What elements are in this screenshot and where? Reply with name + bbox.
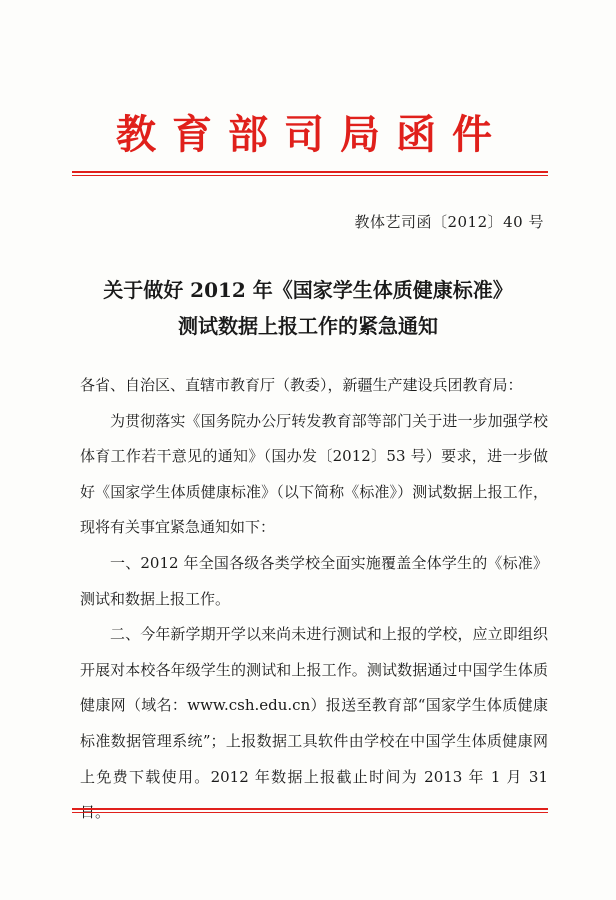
document-title-line-1: 关于做好 2012 年《国家学生体质健康标准》 bbox=[103, 278, 513, 302]
footer-red-rule bbox=[72, 808, 548, 813]
letterhead-title: 教育部司局函件 bbox=[116, 111, 508, 158]
document-title-line-2: 测试数据上报工作的紧急通知 bbox=[178, 314, 438, 338]
document-number: 教体艺司函〔2012〕40 号 bbox=[354, 213, 544, 231]
body-paragraph-item-1: 一、2012 年全国各级各类学校全面实施覆盖全体学生的《标准》测试和数据上报工作。 bbox=[80, 553, 548, 608]
recipient-line: 各省、自治区、直辖市教育厅（教委），新疆生产建设兵团教育局： bbox=[80, 376, 523, 394]
body-paragraph-intro: 为贯彻落实《国务院办公厅转发教育部等部门关于进一步加强学校体育工作若干意见的通知》（国办发〔2012〕53 号）要求，进一步做好《国家学生体质健康标准》（以下简称《标准》）测试数据上报工作，现将有关事宜紧急通知如下： bbox=[80, 411, 548, 537]
letterhead-red-rule bbox=[72, 171, 548, 176]
document-body bbox=[80, 368, 548, 831]
document-title bbox=[0, 272, 616, 344]
body-paragraph-item-2: 二、今年新学期开学以来尚未进行测试和上报的学校，应立即组织开展对本校各年级学生的测试和上报工作。测试数据通过中国学生体质健康网（域名：www.csh.edu.cn）报送至教育部“国家学生体质健康标准数据管理系统”；上报数据工具软件由学校在中国学生体质健康网上免费下载使用。2012 年数据上报截止时间为 2013 年 1 月 31 日。 bbox=[80, 625, 548, 822]
